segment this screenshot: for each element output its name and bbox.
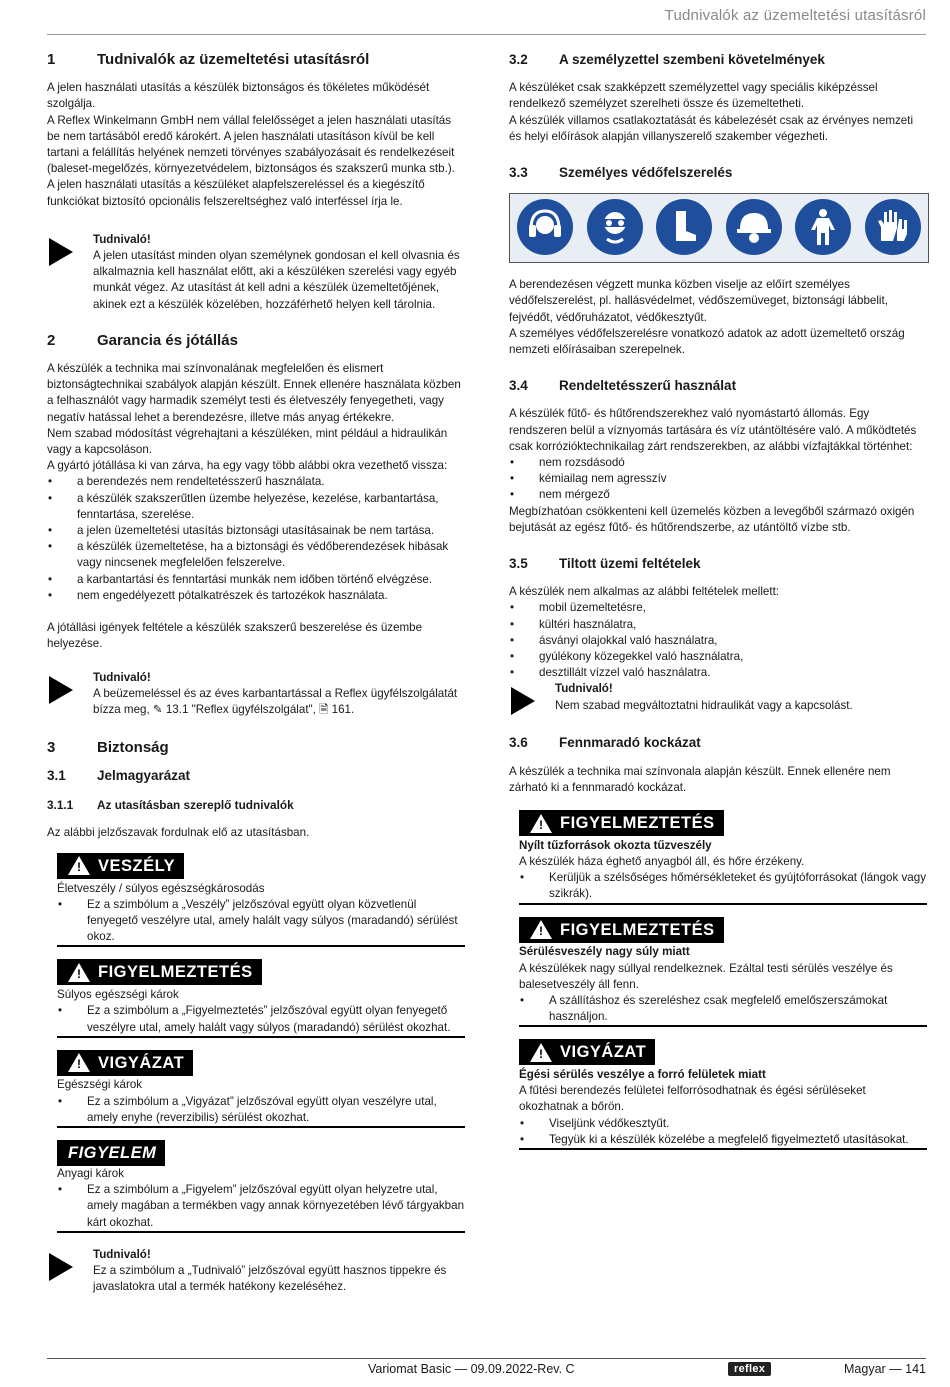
paragraph: Nem szabad módosítást végrehajtani a készüléken, mint például a hidraulikán vagy a kapcsoláson. [47, 426, 448, 457]
list-item: • a jelen üzemeltetési utasítás biztonsági utasításainak be nem tartása. [47, 523, 465, 539]
gloves-icon [865, 199, 921, 255]
section-3-1-1-heading [47, 797, 465, 813]
warning-triangle-icon: ! [68, 963, 90, 982]
warning-triangle-icon: ! [530, 920, 552, 939]
protective-suit-icon [795, 199, 851, 255]
section-number: 3.1.1 [47, 797, 74, 812]
section-title: Biztonság [97, 739, 169, 757]
hazard-subtitle: Anyagi károk [57, 1167, 125, 1181]
section-number: 3.3 [509, 165, 528, 181]
badge-label: FIGYELMEZTETÉS [560, 813, 715, 832]
hazard-subtitle: Egészségi károk [57, 1078, 143, 1092]
divider [57, 1036, 465, 1038]
list-item: • a berendezés nem rendeltetésszerű használata. [47, 474, 465, 490]
list-item: • ásványi olajokkal való használatra, [509, 633, 927, 649]
section-number: 3.5 [509, 556, 528, 572]
warning-badge [519, 810, 724, 836]
bullet-list [47, 474, 465, 604]
section-number: 3.1 [47, 768, 66, 784]
hazard-level-danger [57, 853, 465, 946]
notice-badge [57, 1140, 165, 1166]
warning-text: A készülékek nagy súllyal rendelkeznek. Ezáltal testi sérülés veszélye és balesetveszély áll fenn. [519, 961, 893, 991]
warning-text: A készülék háza éghető anyagból áll, és hőre érzékeny. [519, 855, 805, 868]
list-item: • Ez a szimbólum a „Veszély” jelzőszóval együtt olyan közvetlenül fenyegető veszélyre utal, amely halált vagy súlyos (maradandó) sérülést okoz. [57, 897, 465, 946]
section-1-heading [47, 52, 465, 68]
residual-risk-warning [519, 917, 927, 1026]
note-arrow-icon [47, 232, 93, 313]
residual-risk-caution [519, 1039, 927, 1148]
paragraph: A készülék fűtő- és hűtőrendszerekhez való nyomástartó állomás. Egy rendszeren belül a víznyomás tartására és víz utántöltésére való. A működtetés csak korrózióktechnikailag zárt rendszerekben, az alábbi vízfajtákkal történhet: [509, 407, 917, 453]
section-title: A személyzettel szembeni követelmények [559, 52, 825, 67]
section-title: Garancia és jótállás [97, 331, 238, 349]
hazard-level-notice [57, 1140, 465, 1231]
bullet-list [509, 600, 927, 681]
paragraph: Az alábbi jelzőszavak fordulnak elő az utasításban. [47, 825, 310, 839]
warning-title: Sérülésveszély nagy súly miatt [519, 945, 690, 959]
list-item: • a készülék szakszerűtlen üzembe helyezése, kezelése, karbantartása, fenntartása, szerelése. [47, 491, 465, 523]
list-item: • Ez a szimbólum a „Vigyázat” jelzőszóval együtt olyan veszélyre utal, amely enyhe (reverzibilis) sérülést okozhat. [57, 1094, 465, 1126]
reflex-logo: reflex [728, 1362, 771, 1376]
badge-label: FIGYELEM [68, 1143, 157, 1162]
section-title: Tiltott üzemi feltételek [559, 556, 701, 572]
paragraph: A készüléket csak szakképzett személyzettel vagy speciális kiképzéssel rendelkező személyzet szerelheti össze és üzemeltetheti. [509, 81, 878, 111]
right-column [509, 52, 927, 1150]
note-text: Ez a szimbólum a „Tudnivaló” jelzőszóval együtt hasznos tippekre és javaslatokra utal a termék hatékony kezeléséhez. [93, 1264, 447, 1294]
left-column [47, 52, 465, 1295]
section-3-3-heading [509, 165, 927, 181]
warning-triangle-icon: ! [530, 814, 552, 833]
warning-badge [519, 917, 724, 943]
hazard-level-warning [57, 959, 465, 1035]
footer-document-id: Variomat Basic — 09.09.2022-Rev. C [368, 1362, 575, 1376]
list-item: • nem engedélyezett pótalkatrészek és tartozékok használata. [47, 588, 465, 604]
safety-boot-icon [656, 199, 712, 255]
paragraph: A készülék a technika mai színvonalának megfelelően és elismert biztonságtechnikai szabályok alapján készült. Ennek ellenére használata közben a felhasználót vagy harmadik személyt testi és életveszély fenyegetheti, vagy negatív hatással lehet a berendezésre, illetve más anyag értékekre. [47, 362, 461, 424]
section-3-heading [47, 740, 465, 756]
badge-label: VESZÉLY [98, 856, 176, 875]
list-item: • A szállításhoz és szereléshez csak megfelelő emelőszerszámokat használjon. [519, 993, 927, 1025]
residual-risk-warning [519, 810, 927, 903]
section-title: Jelmagyarázat [97, 768, 191, 784]
section-title: Rendeltetésszerű használat [559, 378, 737, 394]
paragraph: A személyes védőfelszerelésre vonatkozó adatok az adott üzemeltető ország nemzeti előírásaiban szerepelnek. [509, 326, 905, 357]
section-3-5-heading [509, 556, 927, 572]
running-header: Tudnivalók az üzemeltetési utasításról [664, 7, 926, 24]
paragraph: Megbízhatóan csökkenteni kell üzemelés közben a levegőből származó oxigén bejutását az egész fűtő- és hűtőrendszerbe, az utántöltő vízbe stb. [509, 504, 915, 534]
paragraph: A jelen használati utasítás a készüléket alapfelszereléssel és a kiegészítő funkciókat biztosító opcionális felszereltséghez való interféssel írja le. [47, 178, 425, 208]
caution-badge [519, 1039, 655, 1065]
warning-title: Nyílt tűzforrások okozta tűzveszély [519, 838, 712, 852]
paragraph: A készülék nem alkalmas az alábbi feltételek mellett: [509, 585, 780, 599]
list-item: • Ez a szimbólum a „Figyelem” jelzőszóval együtt olyan helyzetre utal, amely magában a termékben vagy annak környezetében lévő tárgyakban kárt okozhat. [57, 1182, 465, 1231]
paragraph: A Reflex Winkelmann GmbH nem vállal felelősséget a jelen használati utasítás be nem tartásából eredő károkért. A jelen használati utasításon kívül be kell tartani a felállítás helyének nemzeti törvényes szabályozásait és rendelkezéseit (baleset-megelőzés, környezetvédelem, biztonságos és szakszerű munka stb.). [47, 113, 455, 176]
badge-label: VIGYÁZAT [98, 1053, 185, 1072]
list-item: • Kerüljük a szélsőséges hőmérsékleteket és gyújtóforrásokat (lángok vagy szikrák). [519, 870, 927, 902]
badge-label: VIGYÁZAT [560, 1043, 647, 1062]
paragraph: A gyártó jótállása ki van zárva, ha egy vagy több alábbi okra vezethető vissza: [47, 459, 448, 473]
paragraph: A jótállási igények feltétele a készülék szakszerű beszerelése és üzembe helyezése. [47, 621, 423, 651]
bullet-list [509, 455, 927, 504]
hazard-level-caution [57, 1050, 465, 1126]
divider [519, 1025, 927, 1027]
list-item: • kültéri használatra, [509, 617, 927, 633]
paragraph: A jelen használati utasítás a készülék biztonságos és tökéletes működését szolgálja. [47, 81, 430, 111]
warning-triangle-icon: ! [68, 1053, 90, 1072]
paragraph: A készülék villamos csatlakoztatását és kábelezését csak az érvényes nemzeti és helyi előírások alapján villanyszerelő szakember végezheti. [509, 113, 914, 143]
list-item: • a karbantartási és fenntartási munkák nem időben történő elvégzése. [47, 572, 465, 588]
list-item: • nem rozsdásodó [509, 455, 927, 471]
list-item: • gyúlékony közegekkel való használatra, [509, 649, 927, 665]
list-item: • mobil üzemeltetésre, [509, 600, 927, 616]
section-number: 1 [47, 51, 56, 68]
note-arrow-icon [47, 670, 93, 719]
note-title: Tudnivaló! [93, 670, 151, 684]
divider [57, 945, 465, 947]
warning-triangle-icon: ! [68, 856, 90, 875]
note-title: Tudnivaló! [93, 232, 151, 246]
divider [57, 1126, 465, 1128]
note-box [47, 232, 465, 313]
divider [519, 1148, 927, 1150]
note-arrow-icon [47, 1247, 93, 1296]
note-arrow-icon [509, 681, 555, 715]
note-title: Tudnivaló! [93, 1247, 151, 1261]
ear-protection-icon [517, 199, 573, 255]
section-2-heading [47, 333, 465, 349]
header-divider [47, 34, 926, 35]
note-text: A beüzemeléssel és az éves karbantartással a Reflex ügyfélszolgálatát bízza meg, ✎ 13.1 "Reflex ügyfélszolgálat", 🗎 161. [93, 686, 458, 716]
caution-badge [57, 1050, 193, 1076]
list-item: • Viseljünk védőkesztyűt. [519, 1116, 927, 1132]
section-number: 2 [47, 331, 56, 349]
warning-badge [57, 959, 262, 985]
section-title: Fennmaradó kockázat [559, 735, 701, 751]
list-item: • Ez a szimbólum a „Figyelmeztetés” jelzőszóval együtt olyan fenyegető veszélyre utal, amely halált vagy súlyos (maradandó) sérülést okozhat. [57, 1003, 465, 1035]
section-title: Tudnivalók az üzemeltetési utasításról [97, 51, 370, 68]
warning-title: Égési sérülés veszélye a forró felületek miatt [519, 1068, 766, 1082]
list-item: • desztillált vízzel való használatra. [509, 665, 927, 681]
note-box [509, 681, 927, 715]
paragraph: A berendezésen végzett munka közben viselje az előírt személyes védőfelszerelést, pl. hallásvédelmet, védőszemüveget, biztonsági lábbelit, fejvédőt, védőruházatot, védőkesztyűt. [509, 278, 888, 324]
section-3-6-heading [509, 735, 927, 751]
divider [519, 903, 927, 905]
list-item: • nem mérgező [509, 487, 927, 503]
hazard-subtitle: Súlyos egészségi károk [57, 988, 179, 1002]
list-item: • kémiailag nem agresszív [509, 471, 927, 487]
section-title: Az utasításban szereplő tudnivalók [97, 797, 294, 812]
section-3-4-heading [509, 378, 927, 394]
note-text: A jelen utasítást minden olyan személynek gondosan el kell olvasnia és alkalmaznia kell használat előtt, aki a készüléken szerelési vagy egyéb munkát végez. Az utasítást át kell adni a készülék üzemeltetőjének, akinek ezt a készülék közelében, hozzáférhető helyen kell tárolnia. [93, 249, 460, 311]
hard-hat-icon [726, 199, 782, 255]
badge-label: FIGYELMEZTETÉS [98, 963, 253, 982]
danger-badge [57, 853, 184, 879]
paragraph: A készülék a technika mai színvonala alapján készült. Ennek ellenére nem zárható ki a fennmaradó kockázat. [509, 764, 891, 794]
section-title: Személyes védőfelszerelés [559, 165, 733, 181]
note-text: Nem szabad megváltoztatni hidraulikát vagy a kapcsolást. [555, 698, 853, 712]
warning-text: A fűtési berendezés felületei felforrósodhatnak és égési sérüléseket okozhatnak a bőrön. [519, 1084, 866, 1114]
section-number: 3.6 [509, 735, 528, 751]
note-box [47, 1247, 465, 1296]
ppe-icon-strip [509, 193, 929, 263]
list-item: • a készülék üzemeltetése, ha a biztonsági és védőberendezések hibásak vagy nincsenek megfelelően felszerelve. [47, 539, 465, 571]
section-number: 3.4 [509, 378, 528, 394]
footer-page-number: Magyar — 141 [844, 1362, 926, 1376]
warning-triangle-icon: ! [530, 1043, 552, 1062]
badge-label: FIGYELMEZTETÉS [560, 920, 715, 939]
footer-divider [47, 1358, 926, 1359]
section-3-1-heading [47, 768, 465, 784]
divider [57, 1231, 465, 1233]
section-3-2-heading [509, 52, 927, 68]
goggles-icon [587, 199, 643, 255]
list-item: • Tegyük ki a készülék közelébe a megfelelő figyelmeztető utasításokat. [519, 1132, 927, 1148]
hazard-subtitle: Életveszély / súlyos egészségkárosodás [57, 881, 265, 895]
note-title: Tudnivaló! [555, 682, 613, 696]
note-box [47, 670, 465, 719]
section-number: 3.2 [509, 52, 528, 67]
section-number: 3 [47, 739, 56, 757]
